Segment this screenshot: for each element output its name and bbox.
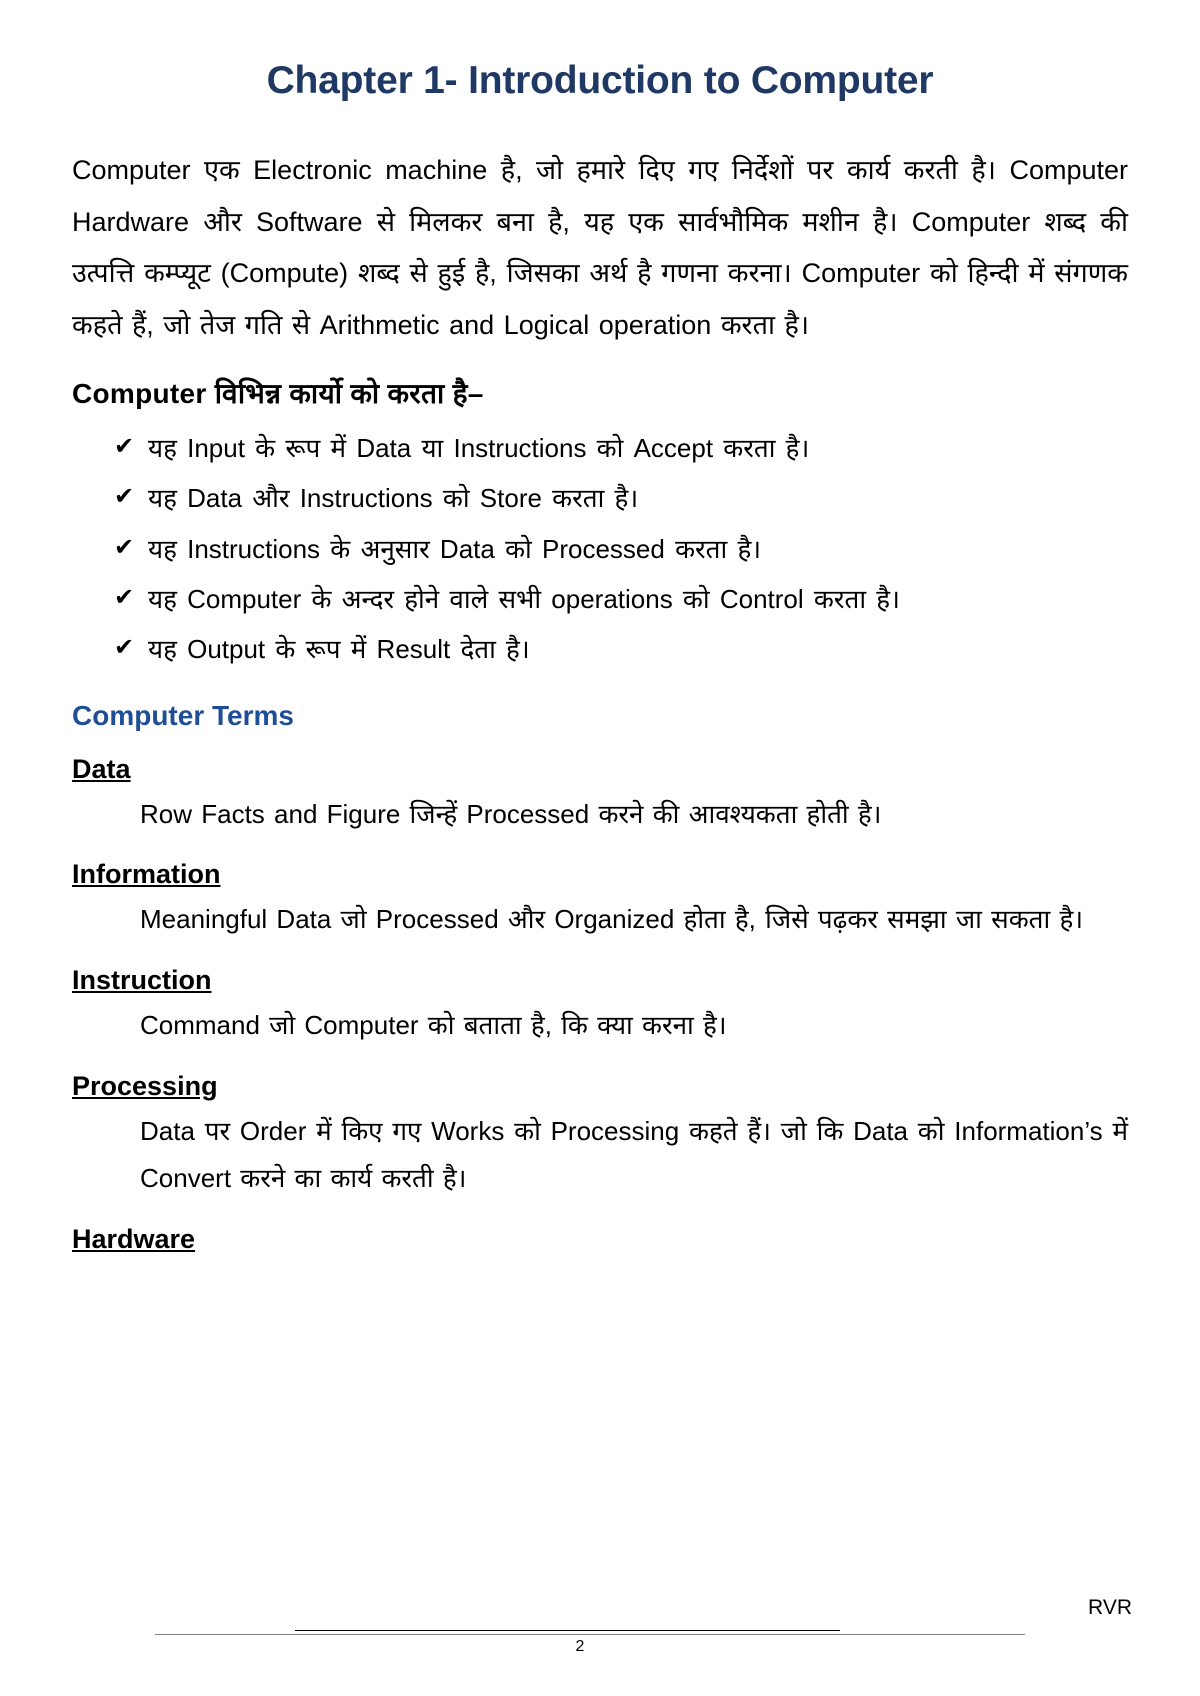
- term-information-definition: Meaningful Data जो Processed और Organized होता है, जिसे पढ़कर समझा जा सकता है।: [140, 904, 1084, 935]
- page-footer: [0, 1596, 1200, 1696]
- term-processing-definition: Data पर Order में किए गए Works को Processing कहते हैं। जो कि Data को Information’s में Convert करने का कार्य करती है।: [140, 1115, 1128, 1193]
- check-icon: ✔: [114, 533, 135, 561]
- check-icon: ✔: [114, 634, 135, 662]
- term-data-definition: Row Facts and Figure जिन्हें Processed करने की आवश्यकता होती है।: [140, 798, 882, 829]
- term-data: Data: [72, 753, 131, 784]
- list-item-label: यह Instructions के अनुसार Data को Processed करता है।: [148, 533, 762, 564]
- list-item-label: यह Computer के अन्दर होने वाले सभी operations को Control करता है।: [148, 584, 900, 614]
- functions-heading: Computer विभिन्न कार्यो को करता है–: [72, 378, 484, 410]
- footer-divider: [155, 1634, 1025, 1635]
- list-item-label: यह Input के रूप में Data या Instructions को Accept करता है।: [148, 433, 810, 464]
- list-item-label: यह Data और Instructions को Store करता है।: [148, 483, 639, 514]
- functions-list: [72, 428, 1128, 669]
- term-instruction: Instruction: [72, 965, 212, 996]
- page-title: Chapter 1- Introduction to Computer: [266, 59, 934, 102]
- section-heading-computer-terms: Computer Terms: [72, 699, 294, 731]
- term-processing: Processing: [72, 1070, 218, 1101]
- intro-paragraph: Computer एक Electronic machine है, जो हमारे दिए गए निर्देशों पर कार्य करती है। Computer Hardware और Software से मिलकर बना है, यह एक सार्वभौमिक मशीन है। Computer शब्द की उत्पत्ति कम्प्यूट (Compute) शब्द से हुई है, जिसका अर्थ है गणना करना। Computer को हिन्दी में संगणक कहते हैं, जो तेज गति से Arithmetic and Logical operation करता है।: [72, 154, 1128, 341]
- check-icon: ✔: [114, 483, 135, 511]
- list-item: [114, 428, 1128, 468]
- list-item: [114, 478, 1128, 518]
- term-hardware: Hardware: [72, 1223, 196, 1254]
- page-number: 2: [575, 1638, 585, 1655]
- check-icon: ✔: [114, 584, 135, 611]
- term-instruction-definition: Command जो Computer को बताता है, कि क्या करना है।: [140, 1010, 727, 1041]
- term-information: Information: [72, 859, 221, 890]
- list-item: [114, 529, 1128, 569]
- footer-divider-inner: [295, 1630, 840, 1631]
- check-icon: ✔: [114, 433, 135, 461]
- list-item: [114, 629, 1128, 669]
- footer-initials: RVR: [1088, 1596, 1132, 1619]
- list-item: [114, 579, 1128, 619]
- list-item-label: यह Output के रूप में Result देता है।: [148, 634, 530, 665]
